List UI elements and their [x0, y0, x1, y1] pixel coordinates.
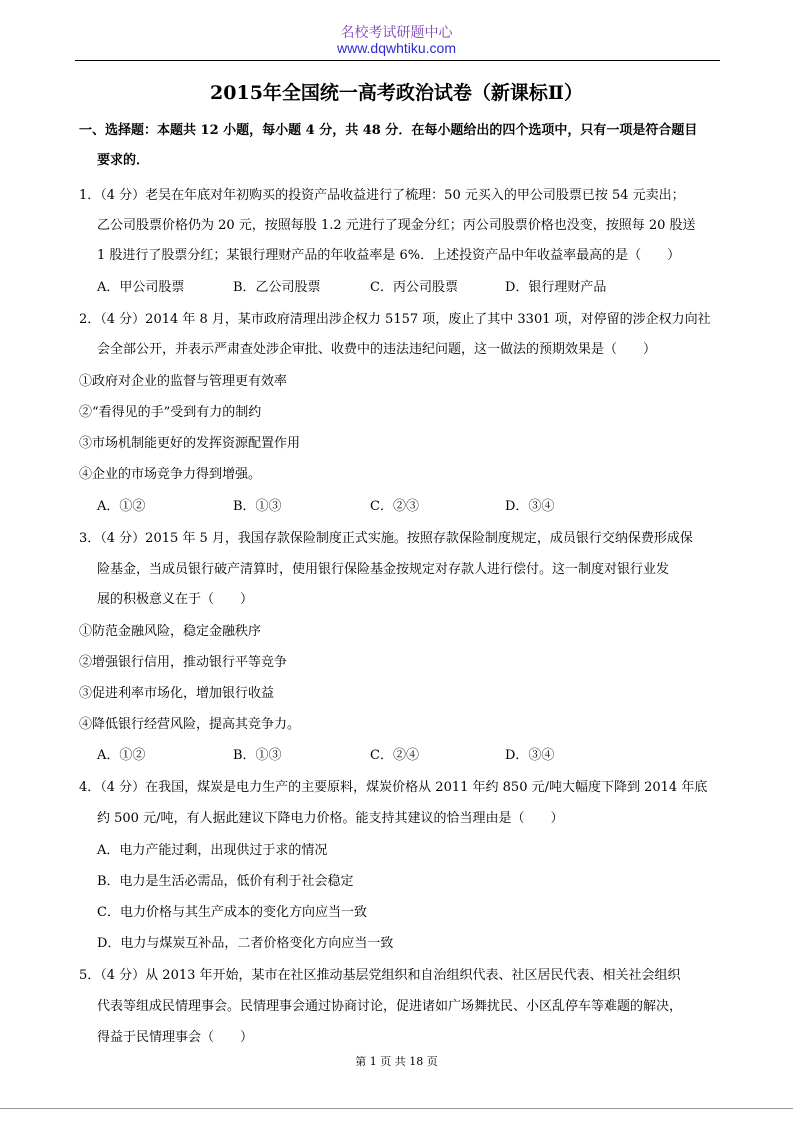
q3-option-c[interactable]: C．②④ [370, 748, 419, 763]
section-instruction: 一、选择题：本题共 12 小题，每小题 4 分，共 48 分．在每小题给出的四个选项中，只有一项是符合题目 [79, 123, 698, 138]
q2-option-b[interactable]: B．①③ [233, 499, 282, 514]
q5-stem-line-2: 代表等组成民情理事会。民情理事会通过协商讨论，促进诸如广场舞扰民、小区乱停车等难题的解决， [97, 999, 683, 1014]
page-bottom-edge [0, 1108, 793, 1109]
q3-stem-line-1: 3．（4 分）2015 年 5 月，我国存款保险制度正式实施。按照存款保险制度规定，成员银行交纳保费形成保 [79, 531, 693, 546]
q2-option-d[interactable]: D．③④ [505, 499, 555, 514]
q4-option-d[interactable]: D．电力与煤炭互补品，二者价格变化方向应当一致 [97, 936, 394, 951]
q2-stem-line-2: 会全部公开，并表示严肃查处涉企审批、收费中的违法违纪问题，这一做法的预期效果是（ ） [97, 342, 657, 357]
q1-stem-line-3: 1 股进行了股票分红；某银行理财产品的年收益率是 6%．上述投资产品中年收益率最高的是（ ） [97, 248, 681, 263]
section-instruction-cont: 要求的． [97, 153, 150, 168]
q3-stem-line-2: 险基金，当成员银行破产清算时，使用银行保险基金按规定对存款人进行偿付。这一制度对银行业发 [97, 562, 670, 577]
q3-statement-4: ④降低银行经营风险，提高其竞争力。 [79, 717, 301, 732]
q2-statement-4: ④企业的市场竞争力得到增强。 [79, 467, 262, 482]
q2-statement-3: ③市场机制能更好的发挥资源配置作用 [79, 436, 301, 451]
q4-option-b[interactable]: B．电力是生活必需品，低价有利于社会稳定 [97, 874, 354, 889]
q4-option-a[interactable]: A．电力产能过剩，出现供过于求的情况 [97, 843, 328, 858]
q1-option-d[interactable]: D．银行理财产品 [505, 280, 607, 295]
q4-stem-line-2: 约 500 元/吨，有人据此建议下降电力价格。能支持其建议的恰当理由是（ ） [97, 811, 564, 826]
q3-statement-2: ②增强银行信用，推动银行平等竞争 [79, 655, 288, 670]
q1-option-c[interactable]: C．丙公司股票 [370, 280, 458, 295]
site-name: 名校考试研题中心 [340, 25, 453, 41]
q3-option-b[interactable]: B．①③ [233, 748, 282, 763]
q1-stem-line-2: 乙公司股票价格仍为 20 元，按照每股 1.2 元进行了现金分红；丙公司股票价格也没变，按照每 20 股送 [97, 218, 696, 233]
site-url[interactable]: www.dqwhtiku.com [336, 40, 457, 56]
header-divider [75, 60, 720, 61]
page-number: 第 1 页 共 18 页 [355, 1055, 438, 1068]
q3-option-d[interactable]: D．③④ [505, 748, 555, 763]
page-title: 2015年全国统一高考政治试卷（新课标Ⅱ） [210, 82, 583, 104]
q3-stem-line-3: 展的积极意义在于（ ） [97, 592, 254, 607]
q2-statement-2: ②“看得见的手”受到有力的制约 [79, 405, 262, 420]
q1-option-b[interactable]: B．乙公司股票 [233, 280, 321, 295]
q3-statement-3: ③促进利率市场化，增加银行收益 [79, 686, 275, 701]
q2-stem-line-1: 2．（4 分）2014 年 8 月，某市政府清理出涉企权力 5157 项，废止了其中 3301 项，对停留的涉企权力向社 [79, 312, 711, 327]
q3-option-a[interactable]: A．①② [97, 748, 146, 763]
q2-option-c[interactable]: C．②③ [370, 499, 419, 514]
q5-stem-line-1: 5．（4 分）从 2013 年开始，某市在社区推动基层党组织和自治组织代表、社区居民代表、相关社会组织 [79, 968, 681, 983]
q5-stem-line-3: 得益于民情理事会（ ） [97, 1030, 254, 1045]
q1-stem-line-1: 1．（4 分）老吴在年底对年初购买的投资产品收益进行了梳理：50 元买入的甲公司股票已按 54 元卖出； [79, 188, 685, 203]
q3-statement-1: ①防范金融风险，稳定金融秩序 [79, 624, 262, 639]
q4-option-c[interactable]: C．电力价格与其生产成本的变化方向应当一致 [97, 905, 367, 920]
q4-stem-line-1: 4．（4 分）在我国，煤炭是电力生产的主要原料，煤炭价格从 2011 年约 850 元/吨大幅度下降到 2014 年底 [79, 780, 708, 795]
q1-option-a[interactable]: A．甲公司股票 [97, 280, 185, 295]
q2-option-a[interactable]: A．①② [97, 499, 146, 514]
q2-statement-1: ①政府对企业的监督与管理更有效率 [79, 374, 288, 389]
